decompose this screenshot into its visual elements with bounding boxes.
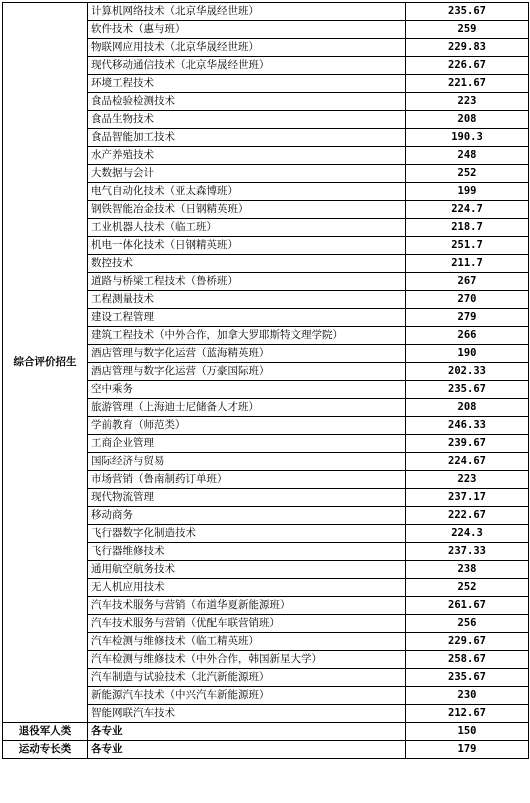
- score-cell: 224.3: [406, 525, 529, 543]
- major-cell: 汽车技术服务与营销（布道华夏新能源班）: [88, 597, 406, 615]
- score-cell: 202.33: [406, 363, 529, 381]
- major-cell: 软件技术（惠与班）: [88, 21, 406, 39]
- score-cell: 229.83: [406, 39, 529, 57]
- score-cell: 223: [406, 471, 529, 489]
- score-cell: 150: [406, 723, 529, 741]
- major-cell: 工程测量技术: [88, 291, 406, 309]
- major-cell: 移动商务: [88, 507, 406, 525]
- major-cell: 工商企业管理: [88, 435, 406, 453]
- score-cell: 208: [406, 111, 529, 129]
- score-cell: 259: [406, 21, 529, 39]
- major-cell: 数控技术: [88, 255, 406, 273]
- category-cell: 运动专长类: [3, 741, 88, 759]
- major-cell: 学前教育（师范类）: [88, 417, 406, 435]
- score-cell: 279: [406, 309, 529, 327]
- major-cell: 水产养殖技术: [88, 147, 406, 165]
- score-cell: 223: [406, 93, 529, 111]
- major-cell: 建筑工程技术（中外合作，加拿大罗耶斯特文理学院）: [88, 327, 406, 345]
- major-cell: 机电一体化技术（日钢精英班）: [88, 237, 406, 255]
- score-cell: 218.7: [406, 219, 529, 237]
- score-cell: 252: [406, 579, 529, 597]
- major-cell: 汽车检测与维修技术（中外合作，韩国新星大学）: [88, 651, 406, 669]
- major-cell: 物联网应用技术（北京华晟经世班）: [88, 39, 406, 57]
- score-cell: 222.67: [406, 507, 529, 525]
- table-row: [3, 741, 529, 759]
- score-cell: 226.67: [406, 57, 529, 75]
- score-cell: 235.67: [406, 3, 529, 21]
- major-cell: 电气自动化技术（亚太森博班）: [88, 183, 406, 201]
- major-cell: 汽车技术服务与营销（优配车联营销班）: [88, 615, 406, 633]
- score-cell: 230: [406, 687, 529, 705]
- major-cell: 钢铁智能冶金技术（日钢精英班）: [88, 201, 406, 219]
- score-cell: 246.33: [406, 417, 529, 435]
- score-cell: 190.3: [406, 129, 529, 147]
- major-cell: 现代物流管理: [88, 489, 406, 507]
- score-cell: 229.67: [406, 633, 529, 651]
- major-cell: 飞行器数字化制造技术: [88, 525, 406, 543]
- score-cell: 239.67: [406, 435, 529, 453]
- score-cell: 238: [406, 561, 529, 579]
- score-cell: 237.33: [406, 543, 529, 561]
- score-cell: 211.7: [406, 255, 529, 273]
- table-row: [3, 723, 529, 741]
- score-cell: 208: [406, 399, 529, 417]
- score-cell: 258.67: [406, 651, 529, 669]
- score-cell: 252: [406, 165, 529, 183]
- table-row: [3, 3, 529, 21]
- score-cell: 267: [406, 273, 529, 291]
- major-cell: 空中乘务: [88, 381, 406, 399]
- category-cell: 综合评价招生: [3, 3, 88, 723]
- major-cell: 市场营销（鲁南制药订单班）: [88, 471, 406, 489]
- major-cell: 各专业: [88, 723, 406, 741]
- score-cell: 224.67: [406, 453, 529, 471]
- score-cell: 235.67: [406, 381, 529, 399]
- major-cell: 飞行器维修技术: [88, 543, 406, 561]
- table-body: [3, 3, 529, 759]
- major-cell: 国际经济与贸易: [88, 453, 406, 471]
- major-cell: 通用航空航务技术: [88, 561, 406, 579]
- major-cell: 智能网联汽车技术: [88, 705, 406, 723]
- major-cell: 工业机器人技术（临工班）: [88, 219, 406, 237]
- score-cell: 190: [406, 345, 529, 363]
- score-cell: 221.67: [406, 75, 529, 93]
- score-cell: 224.7: [406, 201, 529, 219]
- major-cell: 食品检验检测技术: [88, 93, 406, 111]
- score-cell: 251.7: [406, 237, 529, 255]
- major-cell: 酒店管理与数字化运营（万豪国际班）: [88, 363, 406, 381]
- major-cell: 食品智能加工技术: [88, 129, 406, 147]
- major-cell: 现代移动通信技术（北京华晟经世班）: [88, 57, 406, 75]
- score-cell: 199: [406, 183, 529, 201]
- major-cell: 计算机网络技术（北京华晟经世班）: [88, 3, 406, 21]
- major-cell: 食品生物技术: [88, 111, 406, 129]
- major-cell: 大数据与会计: [88, 165, 406, 183]
- score-cell: 248: [406, 147, 529, 165]
- major-cell: 汽车制造与试验技术（北汽新能源班）: [88, 669, 406, 687]
- score-cell: 266: [406, 327, 529, 345]
- category-cell: 退役军人类: [3, 723, 88, 741]
- major-cell: 新能源汽车技术（中兴汽车新能源班）: [88, 687, 406, 705]
- major-cell: 酒店管理与数字化运营（蓝海精英班）: [88, 345, 406, 363]
- major-cell: 建设工程管理: [88, 309, 406, 327]
- major-cell: 各专业: [88, 741, 406, 759]
- major-cell: 旅游管理（上海迪士尼储备人才班）: [88, 399, 406, 417]
- score-cell: 261.67: [406, 597, 529, 615]
- major-cell: 汽车检测与维修技术（临工精英班）: [88, 633, 406, 651]
- score-cell: 212.67: [406, 705, 529, 723]
- score-cell: 235.67: [406, 669, 529, 687]
- major-cell: 环境工程技术: [88, 75, 406, 93]
- score-cell: 237.17: [406, 489, 529, 507]
- score-cell: 179: [406, 741, 529, 759]
- score-cell: 270: [406, 291, 529, 309]
- major-cell: 无人机应用技术: [88, 579, 406, 597]
- admission-score-table: [2, 2, 529, 759]
- score-cell: 256: [406, 615, 529, 633]
- major-cell: 道路与桥梁工程技术（鲁桥班）: [88, 273, 406, 291]
